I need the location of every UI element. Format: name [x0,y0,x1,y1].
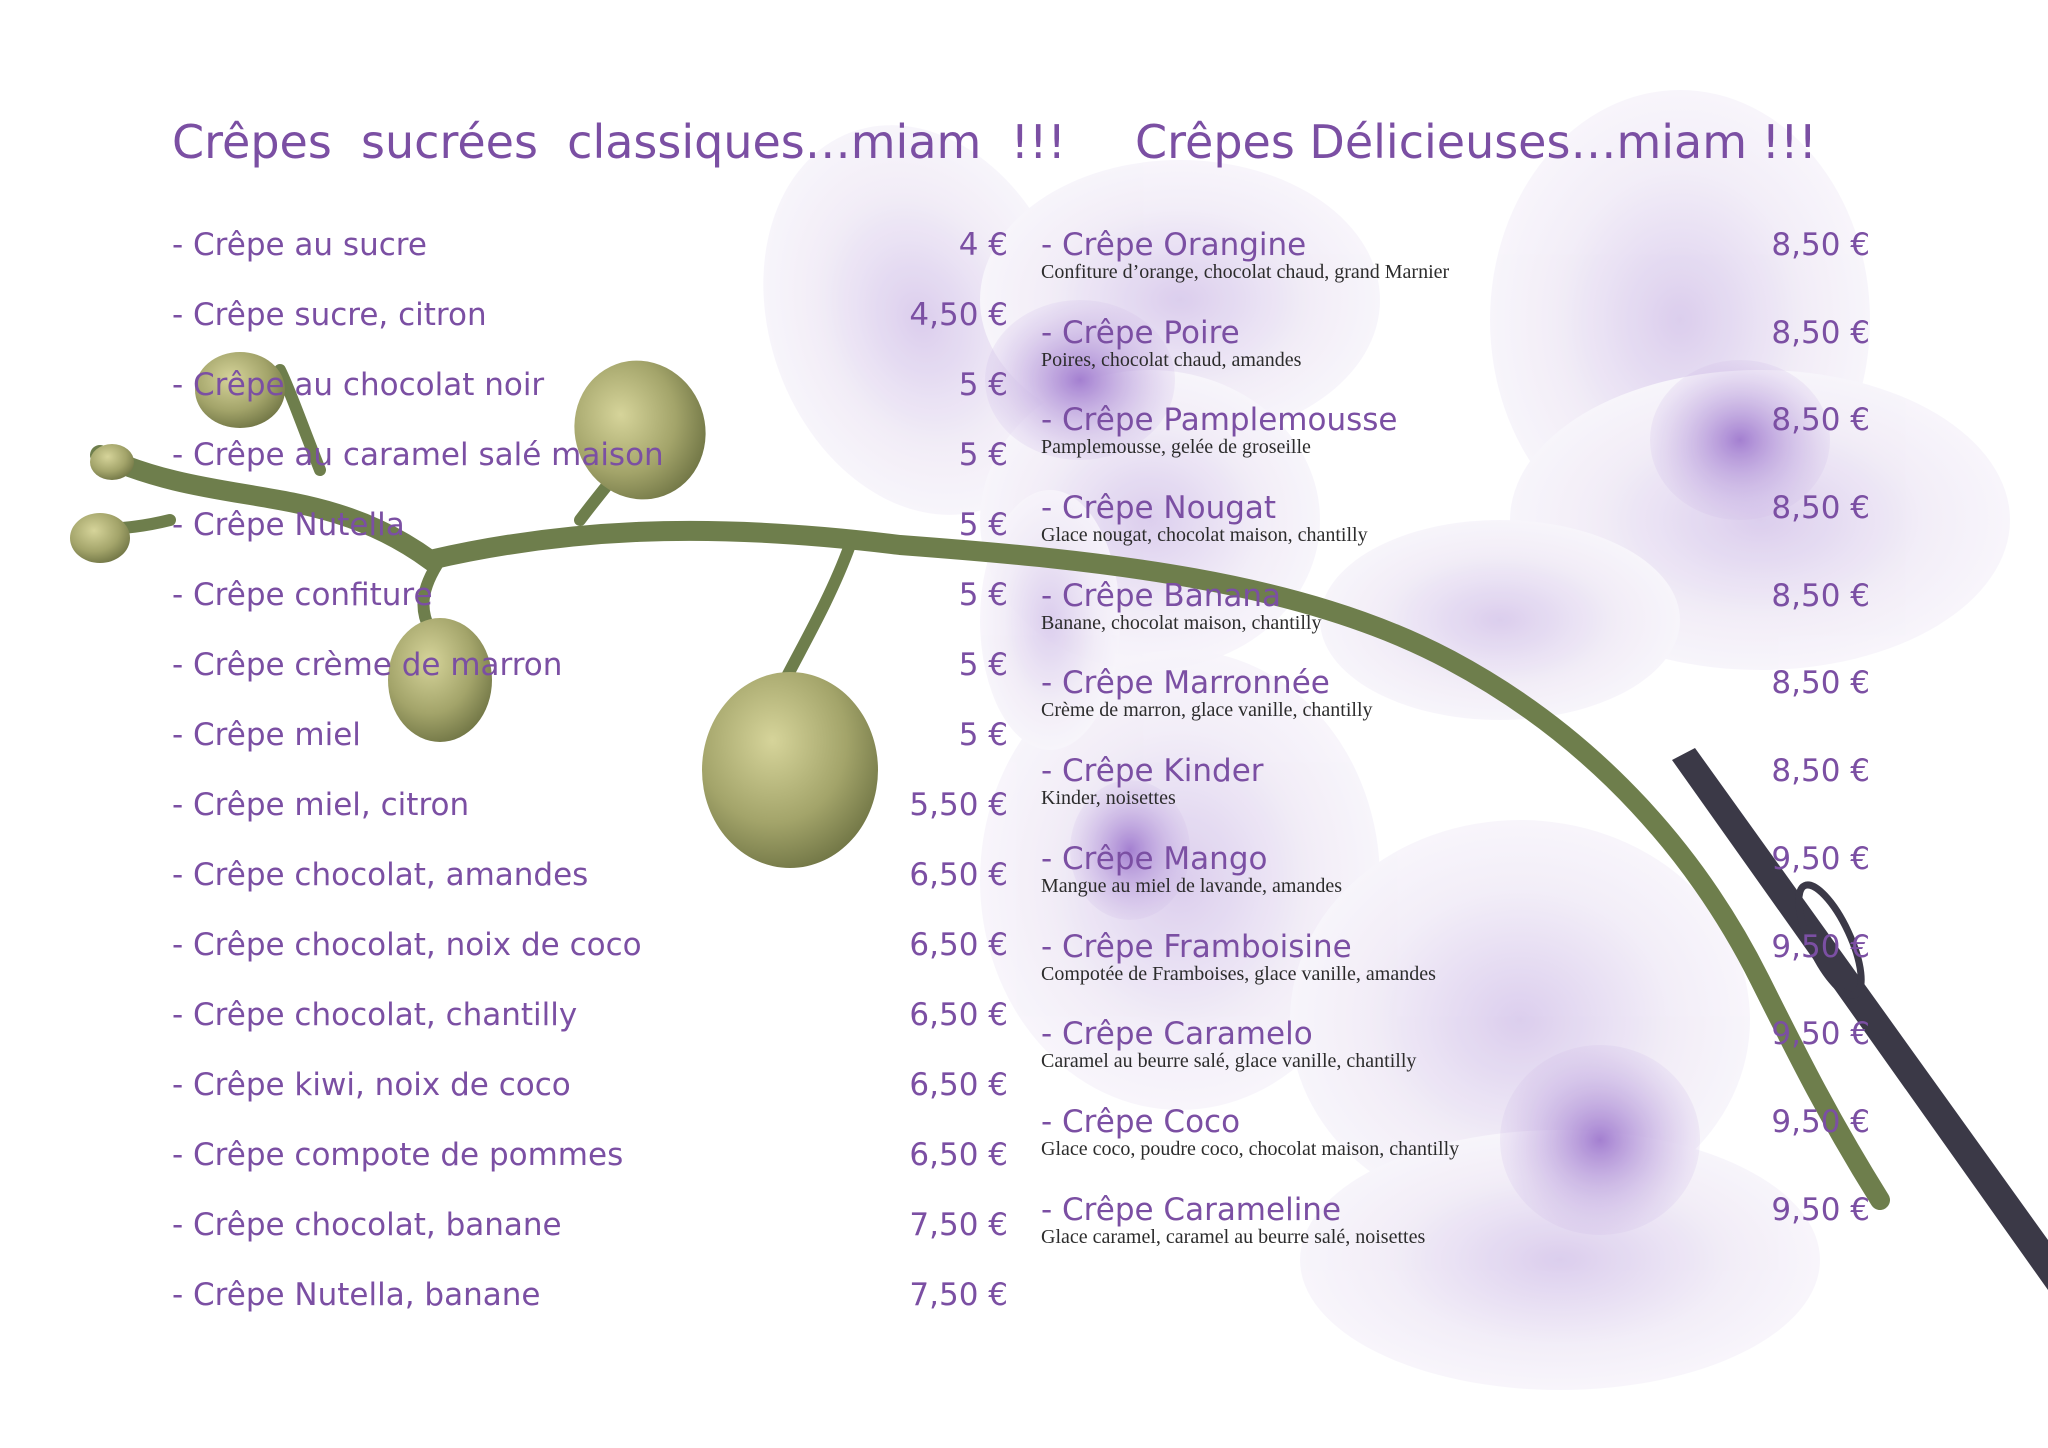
menu-item [172,225,1008,295]
menu-item-price: 4,50 € [909,297,1008,333]
menu-item-price: 6,50 € [909,1137,1008,1173]
menu-item-price: 6,50 € [909,1067,1008,1103]
menu-item-price: 7,50 € [909,1277,1008,1313]
menu-item-name: - Crêpe au caramel salé maison [172,437,664,473]
menu-item-price: 8,50 € [1771,577,1870,614]
menu-item-price: 9,50 € [1771,928,1870,965]
menu-item-description: Caramel au beurre salé, glace vanille, chantilly [1041,1050,1417,1073]
delicious-crepes-title: Crêpes Délicieuses…miam !!! [1135,115,1817,169]
menu-item-description: Compotée de Framboises, glace vanille, amandes [1041,962,1436,985]
menu-item-name: - Crêpe crème de marron [172,647,563,683]
menu-item-price: 4 € [958,227,1008,263]
menu-item-name: - Crêpe kiwi, noix de coco [172,1067,571,1103]
menu-item-description: Kinder, noisettes [1041,787,1176,810]
menu-item-name: - Crêpe confiture [172,577,433,613]
menu-item [1041,839,1870,927]
menu-item-name: - Crêpe sucre, citron [172,297,487,333]
delicious-crepes-title-wrap [1135,110,1817,174]
menu-item-description: Pamplemousse, gelée de groseille [1041,436,1311,459]
menu-item-price: 6,50 € [909,997,1008,1033]
menu-item-name: - Crêpe Marronnée [1041,665,1330,702]
menu-item [1041,313,1870,401]
menu-item-name: - Crêpe Nougat [1041,490,1277,527]
menu-item [172,365,1008,435]
menu-item [172,575,1008,645]
classic-crepes-section [172,110,1066,1313]
menu-item-name: - Crêpe chocolat, chantilly [172,997,578,1033]
menu-item-price: 8,50 € [1771,753,1870,790]
menu-item-description: Poires, chocolat chaud, amandes [1041,348,1302,371]
menu-item-price: 5 € [958,437,1008,473]
menu-item [172,715,1008,785]
menu-item-price: 5 € [958,507,1008,543]
menu-item [172,995,1008,1065]
menu-item [172,1205,1008,1275]
menu-item-name: - Crêpe miel, citron [172,787,470,823]
menu-item-price: 6,50 € [909,857,1008,893]
menu-item [172,645,1008,715]
menu-item-name: - Crêpe Carameline [1041,1191,1342,1228]
menu-item [172,1065,1008,1135]
menu-item [1041,1102,1870,1190]
menu-item-price: 5 € [958,577,1008,613]
menu-item-price: 8,50 € [1771,402,1870,439]
menu-item-name: - Crêpe Poire [1041,314,1240,351]
menu-item-price: 8,50 € [1771,665,1870,702]
menu-item-description: Mangue au miel de lavande, amandes [1041,874,1342,897]
menu-item-name: - Crêpe compote de pommes [172,1137,624,1173]
menu-item-price: 8,50 € [1771,227,1870,263]
menu-item-name: - Crêpe Banana [1041,577,1281,614]
menu-item-description: Crème de marron, glace vanille, chantilly [1041,699,1373,722]
menu-item [1041,663,1870,751]
menu-item-name: - Crêpe Orangine [1041,227,1307,263]
menu-item-name: - Crêpe chocolat, banane [172,1207,562,1243]
menu-item-price: 5 € [958,717,1008,753]
menu-item [1041,488,1870,576]
menu-item-description: Confiture d’orange, chocolat chaud, grand Marnier [1041,261,1450,283]
menu-item-description: Glace coco, poudre coco, chocolat maison, chantilly [1041,1137,1460,1160]
menu-item-price: 5 € [958,647,1008,683]
classic-crepes-title: Crêpes sucrées classiques…miam !!! [172,115,1066,169]
menu-item-name: - Crêpe Framboisine [1041,928,1352,965]
menu-item-name: - Crêpe Pamplemousse [1041,402,1398,439]
menu-item-price: 8,50 € [1771,490,1870,527]
menu-item-price: 9,50 € [1771,1103,1870,1140]
menu-item [1041,751,1870,839]
menu-item [1041,576,1870,664]
menu-item [172,855,1008,925]
delicious-crepes-list [1041,225,1870,1277]
classic-crepes-list [172,225,1008,1345]
menu-item [172,295,1008,365]
menu-item-name: - Crêpe miel [172,717,361,753]
menu-item-name: - Crêpe Caramelo [1041,1016,1313,1053]
menu-item-price: 5,50 € [909,787,1008,823]
menu-item-price: 6,50 € [909,927,1008,963]
menu-item-name: - Crêpe Coco [1041,1103,1241,1140]
menu-item [172,1135,1008,1205]
menu-item-name: - Crêpe Nutella, banane [172,1277,541,1313]
menu-item-price: 9,50 € [1771,1191,1870,1228]
menu-item [1041,927,1870,1015]
menu-item-name: - Crêpe au sucre [172,227,427,263]
menu-item-name: - Crêpe chocolat, noix de coco [172,927,642,963]
menu-item [172,925,1008,995]
menu-item [1041,400,1870,488]
menu-item [1041,1190,1870,1278]
menu-item-price: 7,50 € [909,1207,1008,1243]
menu-item-description: Banane, chocolat maison, chantilly [1041,611,1322,634]
menu-item [172,505,1008,575]
menu-item-price: 9,50 € [1771,840,1870,877]
menu-item-name: - Crêpe au chocolat noir [172,367,545,403]
menu-item-name: - Crêpe Kinder [1041,753,1264,790]
menu-item [1041,1014,1870,1102]
menu-item [172,435,1008,505]
menu-item [172,785,1008,855]
menu-item-price: 8,50 € [1771,314,1870,351]
menu-item-description: Glace nougat, chocolat maison, chantilly [1041,524,1368,547]
menu-item-name: - Crêpe Nutella [172,507,405,543]
menu-item-name: - Crêpe chocolat, amandes [172,857,589,893]
menu-item [172,1275,1008,1345]
menu-item-price: 5 € [958,367,1008,403]
menu-item-description: Glace caramel, caramel au beurre salé, noisettes [1041,1225,1426,1248]
menu-item [1041,225,1870,313]
menu-item-name: - Crêpe Mango [1041,840,1268,877]
menu-item-price: 9,50 € [1771,1016,1870,1053]
